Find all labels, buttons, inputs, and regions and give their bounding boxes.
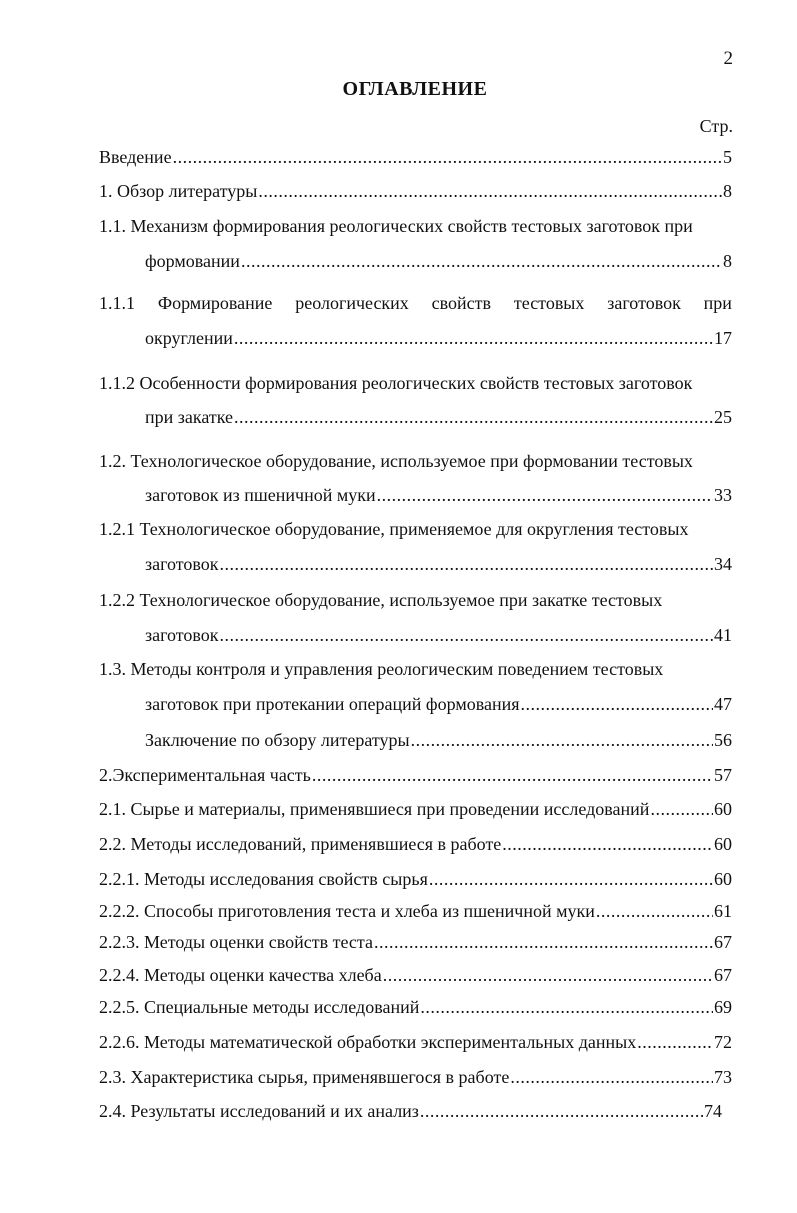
toc-entry-1-1-2-line-2[interactable] xyxy=(145,406,732,428)
toc-entry-1-2-2-line-1[interactable] xyxy=(99,589,732,611)
toc-entry-page: 5 xyxy=(723,147,732,167)
page-column-label: Стр. xyxy=(699,116,733,136)
toc-entry-title: 1.2.1 Технологическое оборудование, применяемое для округления тестовых xyxy=(99,519,689,539)
toc-entry-title: заготовок xyxy=(145,625,219,645)
toc-entry-2-2-1[interactable] xyxy=(99,868,732,890)
toc-entry-title: 1.2. Технологическое оборудование, используемое при формовании тестовых xyxy=(99,451,693,471)
toc-entry-page: 33 xyxy=(714,485,732,505)
toc-entry-2-2-2[interactable] xyxy=(99,900,732,922)
toc-entry-title: заготовок из пшеничной муки xyxy=(145,485,376,505)
toc-entry-page: 74 xyxy=(704,1101,722,1121)
toc-entry-page: 8 xyxy=(723,251,732,271)
toc-entry-title: 2.2.6. Методы математической обработки экспериментальных данных xyxy=(99,1032,637,1052)
toc-entry-1-1-line-1[interactable] xyxy=(99,215,732,237)
toc-entry-title: 2.1. Сырье и материалы, применявшиеся при проведении исследований xyxy=(99,799,650,819)
toc-entry-2[interactable] xyxy=(99,764,732,786)
toc-entry-title: 1.1. Механизм формирования реологических свойств тестовых заготовок при xyxy=(99,216,693,236)
toc-entry-page: 25 xyxy=(714,407,732,427)
toc-entry-title: 2.2.5. Специальные методы исследований xyxy=(99,997,420,1017)
toc-entry-page: 60 xyxy=(714,869,732,889)
toc-entry-title: округлении xyxy=(145,328,233,348)
toc-entry-1-2-1-line-1[interactable] xyxy=(99,518,732,540)
toc-entry-title: 2.2.2. Способы приготовления теста и хлеба из пшеничной муки xyxy=(99,901,595,921)
toc-entry-title: 2.2.4. Методы оценки качества хлеба xyxy=(99,965,382,985)
toc-entry-title: Введение xyxy=(99,147,172,167)
page-number: 2 xyxy=(723,48,733,69)
toc-entry-page: 34 xyxy=(714,554,732,574)
toc-entry-page: 67 xyxy=(714,965,732,985)
toc-entry-page: 41 xyxy=(714,625,732,645)
toc-entry-2-4[interactable] xyxy=(99,1100,722,1122)
toc-entry-title: заготовок при протекании операций формования xyxy=(145,694,520,714)
toc-entry-2-2-4[interactable] xyxy=(99,964,732,986)
toc-entry-title: 2.Экспериментальная часть xyxy=(99,765,311,785)
toc-entry-page: 47 xyxy=(714,694,732,714)
toc-entry-1-1-line-2[interactable] xyxy=(145,250,732,272)
toc-entry-page: 8 xyxy=(723,181,732,201)
toc-entry-title: 2.3. Характеристика сырья, применявшегося в работе xyxy=(99,1067,510,1087)
toc-entry-conclusion[interactable] xyxy=(145,729,732,751)
page-title: ОГЛАВЛЕНИЕ xyxy=(342,78,488,100)
toc-entry-2-2-3[interactable] xyxy=(99,931,732,953)
toc-entry-title: 1.3. Методы контроля и управления реологическим поведением тестовых xyxy=(99,659,664,679)
toc-entry-title: 2.2. Методы исследований, применявшиеся в работе xyxy=(99,834,502,854)
toc-entry-page: 72 xyxy=(714,1032,732,1052)
toc-entry-title: 2.2.3. Методы оценки свойств теста xyxy=(99,932,373,952)
toc-entry-title: 1.1.2 Особенности формирования реологических свойств тестовых заготовок xyxy=(99,373,693,393)
toc-entry-page: 69 xyxy=(714,997,732,1017)
toc-entry-1-2-line-1[interactable] xyxy=(99,450,732,472)
toc-entry-2-3[interactable] xyxy=(99,1066,732,1088)
toc-entry-introduction[interactable] xyxy=(99,146,732,168)
toc-entry-1[interactable] xyxy=(99,180,732,202)
toc-entry-page: 67 xyxy=(714,932,732,952)
toc-entry-page: 61 xyxy=(714,901,732,921)
toc-entry-1-1-2-line-1[interactable] xyxy=(99,372,732,394)
toc-entry-2-2-6[interactable] xyxy=(99,1031,732,1053)
toc-entry-title: Заключение по обзору литературы xyxy=(145,730,410,750)
toc-entry-page: 60 xyxy=(714,834,732,854)
toc-entry-1-2-2-line-2[interactable] xyxy=(145,624,732,646)
toc-entry-page: 56 xyxy=(714,730,732,750)
toc-entry-title: формовании xyxy=(145,251,240,271)
toc-entry-title: 1. Обзор литературы xyxy=(99,181,258,201)
toc-entry-title: 2.2.1. Методы исследования свойств сырья xyxy=(99,869,428,889)
toc-entry-title: 2.4. Результаты исследований и их анализ xyxy=(99,1101,419,1121)
toc-entry-2-1[interactable] xyxy=(99,798,732,820)
toc-entry-1-2-1-line-2[interactable] xyxy=(145,553,732,575)
toc-entry-2-2-5[interactable] xyxy=(99,996,732,1018)
toc-entry-title: 1.2.2 Технологическое оборудование, используемое при закатке тестовых xyxy=(99,590,663,610)
toc-entry-page: 73 xyxy=(714,1067,732,1087)
toc-entry-page: 60 xyxy=(714,799,732,819)
toc-entry-1-2-line-2[interactable] xyxy=(145,484,732,506)
toc-entry-2-2[interactable] xyxy=(99,833,732,855)
toc-entry-page: 57 xyxy=(714,765,732,785)
toc-entry-1-1-1-line-2[interactable] xyxy=(145,327,732,349)
toc-entry-title: при закатке xyxy=(145,407,234,427)
toc-entry-1-3-line-2[interactable] xyxy=(145,693,732,715)
toc-entry-1-1-1-line-1[interactable]: 1.1.1 Формирование реологических свойств тестовых заготовок при xyxy=(99,293,732,313)
toc-entry-1-3-line-1[interactable] xyxy=(99,658,732,680)
toc-entry-title: заготовок xyxy=(145,554,219,574)
toc-entry-page: 17 xyxy=(714,328,732,348)
